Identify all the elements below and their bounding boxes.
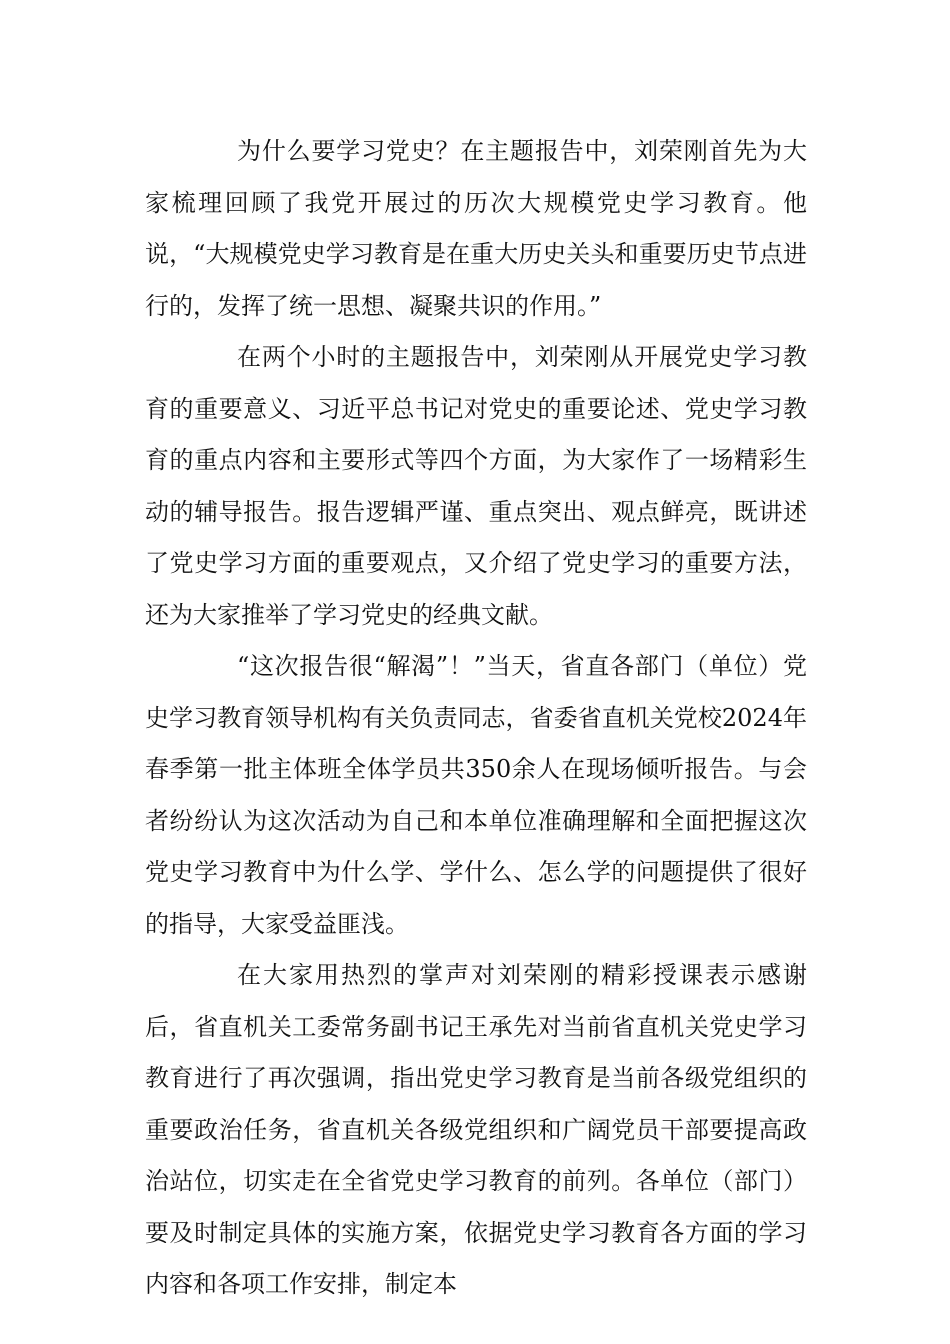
paragraph-report-content: 在两个小时的主题报告中，刘荣刚从开展党史学习教育的重要意义、习近平总书记对党史的重要论述、党史学习教育的重点内容和主要形式等四个方面，为大家作了一场精彩生动的辅导报告。报告逻辑严谨、重点突出、观点鲜亮，既讲述了党史学习方面的重要观点，又介绍了党史学习的重要方法，还为大家推举了学习党史的经典文献。	[145, 343, 807, 629]
paragraph-closing-remarks: 在大家用热烈的掌声对刘荣刚的精彩授课表示感谢后，省直机关工委常务副书记王承先对当前省直机关党史学习教育进行了再次强调，指出党史学习教育是当前各级党组织的重要政治任务，省直机关各级党组织和广阔党员干部要提高政治站位，切实走在全省党史学习教育的前列。各单位（部门）要及时制定具体的实施方案，依据党史学习教育各方面的学习内容和各项工作安排，制定本	[145, 961, 807, 1298]
document-body	[145, 126, 807, 1311]
paragraph-audience-response: “这次报告很“解渴”！”当天，省直各部门（单位）党史学习教育领导机构有关负责同志，省委省直机关党校2024年春季第一批主体班全体学员共350余人在现场倾听报告。与会者纷纷认为这次活动为自己和本单位准确理解和全面把握这次党史学习教育中为什么学、学什么、怎么学的问题提供了很好的指导，大家受益匪浅。	[145, 652, 807, 938]
paragraph-why-study: 为什么要学习党史？在主题报告中，刘荣刚首先为大家梳理回顾了我党开展过的历次大规模党史学习教育。他说，“大规模党史学习教育是在重大历史关头和重要历史节点进行的，发挥了统一思想、凝聚共识的作用。”	[145, 137, 807, 320]
